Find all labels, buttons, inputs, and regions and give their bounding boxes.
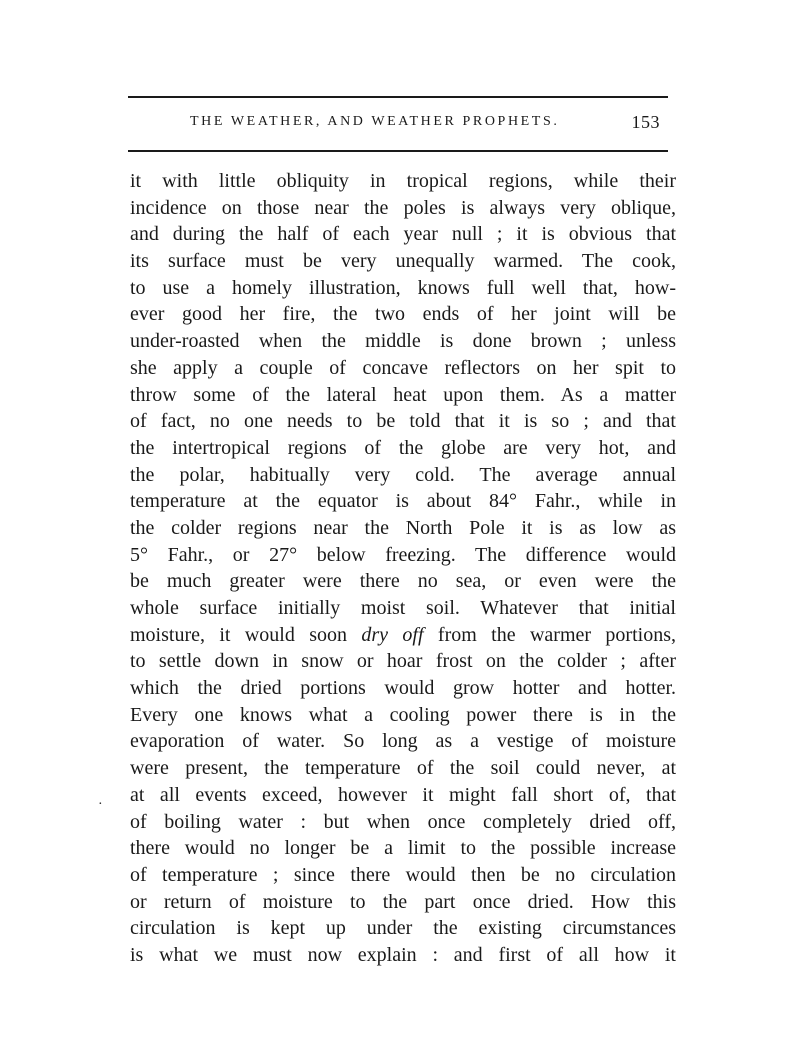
text-line: is what we must now explain : and first of all how it [130, 943, 676, 966]
text-line: the intertropical regions of the globe are very hot, and [130, 436, 676, 459]
margin-mark: · [98, 797, 103, 812]
text-line: were present, the temperature of the soil could never, at [130, 757, 676, 780]
text-line: moisture, it would soon dry off from the warmer portions, [130, 623, 676, 646]
running-header [190, 110, 660, 134]
text-line: whole surface initially moist soil. Whatever that initial [130, 597, 676, 619]
header-bottom-rule [128, 150, 668, 152]
text-line: at all events exceed, however it might fall short of, that [130, 783, 676, 806]
text-line: to use a homely illustration, knows full well that, how- [130, 276, 676, 299]
text-line: its surface must be very unequally warmed. The cook, [130, 250, 676, 273]
text-line: she apply a couple of concave reflectors on her spit to [130, 356, 676, 379]
text-line: be much greater were there no sea, or even were the [130, 570, 676, 593]
text-line: of boiling water : but when once completely dried off, [130, 810, 676, 833]
italic-phrase: dry off [361, 623, 424, 646]
text-line: under-roasted when the middle is done brown ; unless [130, 330, 676, 353]
text-line: of fact, no one needs to be told that it is so ; and that [130, 410, 676, 433]
text-line: there would no longer be a limit to the possible increase [130, 837, 676, 860]
text-line: which the dried portions would grow hotter and hotter. [130, 677, 676, 700]
text-line: the polar, habitually very cold. The average annual [130, 463, 676, 486]
text-line: temperature at the equator is about 84° Fahr., while in [130, 490, 676, 513]
text-line: the colder regions near the North Pole it is as low as [130, 516, 676, 539]
text-line: and during the half of each year null ; it is obvious that [130, 223, 676, 246]
text-line: incidence on those near the poles is always very oblique, [130, 196, 676, 219]
text-line: Every one knows what a cooling power there is in the [130, 703, 676, 726]
text-line: to settle down in snow or hoar frost on the colder ; after [130, 650, 676, 673]
text-line: ever good her fire, the two ends of her joint will be [130, 303, 676, 326]
text-line: evaporation of water. So long as a vestige of moisture [130, 730, 676, 753]
text-line: of temperature ; since there would then be no circulation [130, 863, 676, 886]
running-title: THE WEATHER, AND WEATHER PROPHETS. [190, 114, 560, 129]
text-line: 5° Fahr., or 27° below freezing. The difference would [130, 543, 676, 566]
body-text [130, 168, 676, 969]
text-line: it with little obliquity in tropical regions, while their [130, 170, 676, 192]
page-number: 153 [631, 112, 660, 132]
text-line: throw some of the lateral heat upon them. As a matter [130, 383, 676, 406]
text-line: or return of moisture to the part once dried. How this [130, 890, 676, 913]
header-top-rule [128, 96, 668, 98]
text-line: circulation is kept up under the existing circumstances [130, 917, 676, 940]
